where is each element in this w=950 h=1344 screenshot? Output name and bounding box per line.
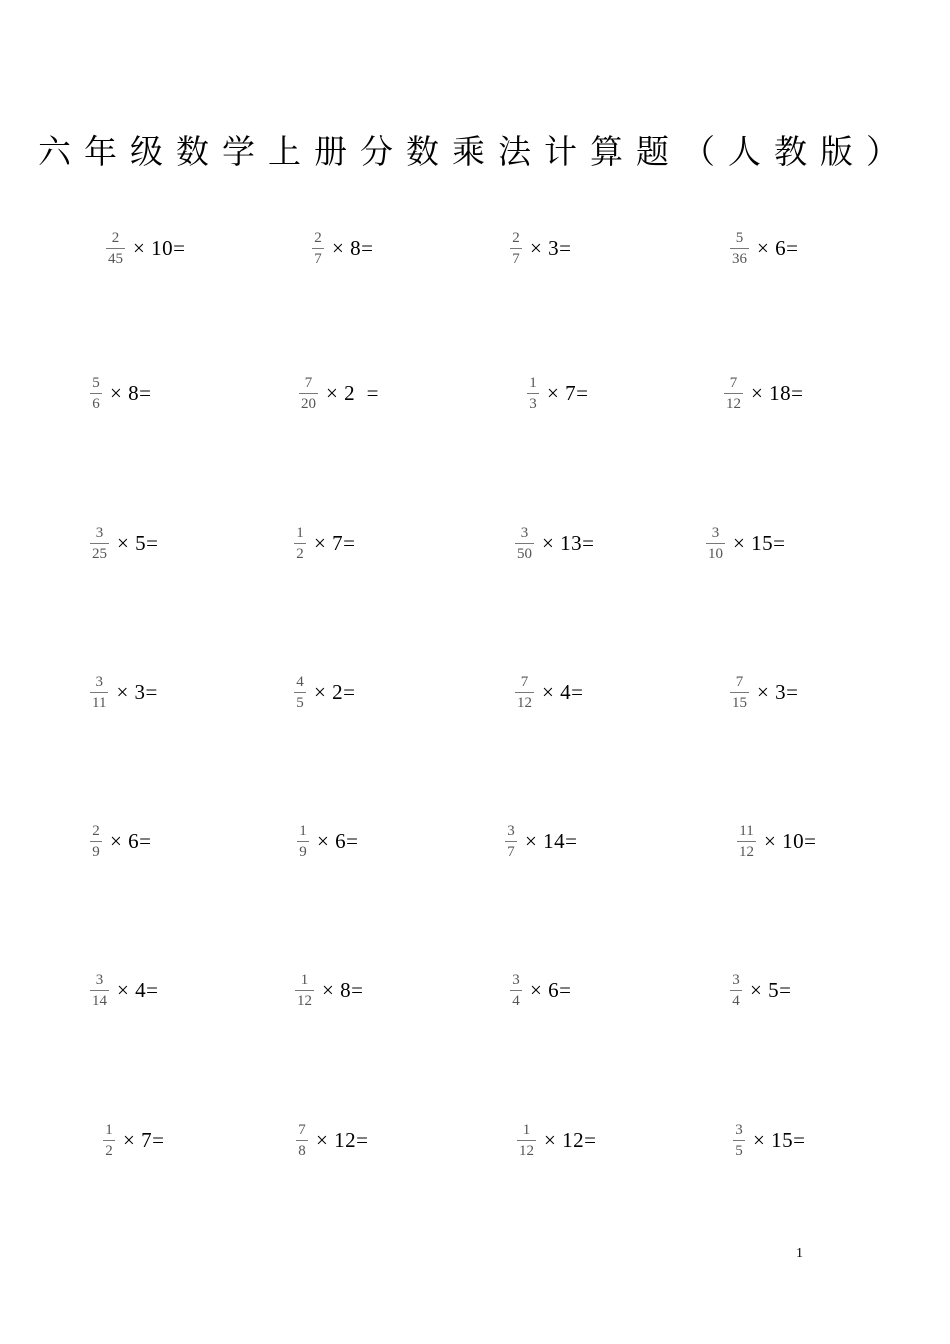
multiplication-expression: × 4= (542, 680, 584, 704)
fraction-numerator: 1 (300, 971, 309, 988)
problem-item (312, 218, 373, 278)
multiplication-expression: × 10= (764, 829, 817, 853)
multiplication-expression: × 14= (525, 829, 578, 853)
fraction-numerator: 2 (111, 229, 120, 246)
multiplication-expression: × 6= (317, 829, 359, 853)
page-number: 1 (796, 1246, 803, 1261)
fraction-numerator: 3 (95, 673, 103, 690)
multiplication-expression: × 6= (530, 978, 572, 1002)
fraction-numerator: 1 (299, 822, 307, 839)
fraction-numerator: 1 (522, 1121, 531, 1138)
fraction (90, 972, 109, 1009)
fraction-numerator: 5 (92, 374, 100, 391)
multiplication-expression: × 15= (753, 1128, 806, 1152)
fraction-numerator: 3 (735, 1121, 743, 1138)
fraction-denominator: 7 (507, 843, 515, 860)
fraction-denominator: 10 (708, 545, 723, 562)
multiplication-expression: × 5= (117, 531, 159, 555)
fraction (294, 674, 306, 711)
fraction-denominator: 12 (519, 1142, 534, 1159)
fraction (527, 375, 539, 412)
fraction (90, 375, 102, 412)
multiplication-expression: × 5= (750, 978, 792, 1002)
multiplication-expression: × 8= (332, 236, 374, 260)
fraction-numerator: 2 (92, 822, 100, 839)
fraction-denominator: 36 (732, 250, 747, 267)
fraction (505, 823, 517, 860)
fraction (296, 1122, 308, 1159)
fraction (733, 1122, 745, 1159)
multiplication-expression: × 3= (530, 236, 572, 260)
fraction-numerator: 3 (507, 822, 515, 839)
problem-item (737, 811, 816, 871)
fraction-denominator: 8 (298, 1142, 306, 1159)
problem-item (515, 662, 583, 722)
multiplication-expression: × 3= (757, 680, 799, 704)
problem-item (724, 363, 803, 423)
fraction-denominator: 7 (314, 250, 322, 267)
multiplication-expression: × 6= (110, 829, 152, 853)
multiplication-expression: × 4= (117, 978, 159, 1002)
problem-item (90, 363, 151, 423)
problem-item (90, 662, 158, 722)
multiplication-expression: × 2= (314, 680, 356, 704)
multiplication-expression: × 2 = (326, 381, 379, 405)
problem-item (294, 662, 355, 722)
fraction-denominator: 12 (726, 395, 741, 412)
fraction-denominator: 7 (512, 250, 520, 267)
multiplication-expression: × 12= (316, 1128, 369, 1152)
fraction-numerator: 7 (304, 374, 313, 391)
fraction-denominator: 2 (296, 545, 304, 562)
fraction-denominator: 9 (92, 843, 100, 860)
fraction (103, 1122, 115, 1159)
multiplication-expression: × 10= (133, 236, 186, 260)
fraction-numerator: 4 (296, 673, 304, 690)
problem-item (294, 513, 355, 573)
problem-item (90, 960, 158, 1020)
fraction (299, 375, 318, 412)
multiplication-expression: × 3= (116, 680, 158, 704)
fraction-denominator: 11 (92, 694, 107, 711)
multiplication-expression: × 15= (733, 531, 786, 555)
fraction-denominator: 2 (105, 1142, 113, 1159)
multiplication-expression: × 13= (542, 531, 595, 555)
fraction-denominator: 14 (92, 992, 107, 1009)
fraction-numerator: 3 (95, 524, 104, 541)
fraction (737, 823, 756, 860)
problem-item (510, 218, 571, 278)
fraction-numerator: 7 (520, 673, 529, 690)
problem-item (730, 960, 791, 1020)
fraction-denominator: 15 (732, 694, 747, 711)
fraction-numerator: 1 (296, 524, 304, 541)
fraction-denominator: 4 (512, 992, 520, 1009)
multiplication-expression: × 12= (544, 1128, 597, 1152)
multiplication-expression: × 7= (547, 381, 589, 405)
multiplication-expression: × 18= (751, 381, 804, 405)
fraction (90, 525, 109, 562)
fraction (294, 525, 306, 562)
fraction (515, 525, 534, 562)
fraction-denominator: 45 (108, 250, 123, 267)
fraction-denominator: 5 (735, 1142, 743, 1159)
problem-item (90, 513, 158, 573)
fraction-numerator: 7 (735, 673, 744, 690)
fraction-numerator: 3 (95, 971, 104, 988)
fraction-numerator: 3 (512, 971, 520, 988)
fraction-numerator: 3 (711, 524, 720, 541)
fraction-numerator: 11 (739, 822, 754, 839)
problem-item (730, 662, 798, 722)
fraction-numerator: 2 (314, 229, 322, 246)
problem-item (510, 960, 571, 1020)
fraction-denominator: 12 (517, 694, 532, 711)
fraction (730, 674, 749, 711)
fraction-denominator: 5 (296, 694, 304, 711)
problem-item (297, 811, 358, 871)
fraction-numerator: 3 (520, 524, 529, 541)
fraction-denominator: 6 (92, 395, 100, 412)
multiplication-expression: × 8= (322, 978, 364, 1002)
fraction-denominator: 20 (301, 395, 316, 412)
fraction-denominator: 3 (529, 395, 537, 412)
fraction-numerator: 1 (105, 1121, 113, 1138)
fraction (517, 1122, 536, 1159)
fraction-numerator: 7 (729, 374, 738, 391)
problem-item (505, 811, 577, 871)
fraction (90, 674, 108, 711)
fraction (90, 823, 102, 860)
fraction-numerator: 2 (512, 229, 520, 246)
fraction-numerator: 7 (298, 1121, 306, 1138)
problem-item (90, 811, 151, 871)
fraction-denominator: 12 (739, 843, 754, 860)
fraction (730, 972, 742, 1009)
problem-item (730, 218, 798, 278)
fraction (724, 375, 743, 412)
multiplication-expression: × 6= (757, 236, 799, 260)
fraction-denominator: 50 (517, 545, 532, 562)
problem-item (299, 363, 379, 423)
fraction-numerator: 5 (735, 229, 744, 246)
problem-item (515, 513, 594, 573)
fraction-denominator: 9 (299, 843, 307, 860)
fraction (510, 230, 522, 267)
fraction-numerator: 1 (529, 374, 537, 391)
fraction-denominator: 4 (732, 992, 740, 1009)
fraction (515, 674, 534, 711)
multiplication-expression: × 8= (110, 381, 152, 405)
fraction-denominator: 25 (92, 545, 107, 562)
page-title: 六年级数学上册分数乘法计算题（人教版） (38, 132, 912, 171)
fraction (730, 230, 749, 267)
problem-item (296, 1110, 368, 1170)
multiplication-expression: × 7= (123, 1128, 165, 1152)
fraction-denominator: 12 (297, 992, 312, 1009)
problem-item (733, 1110, 805, 1170)
fraction (706, 525, 725, 562)
fraction (297, 823, 309, 860)
fraction (510, 972, 522, 1009)
problem-item (103, 1110, 164, 1170)
fraction (106, 230, 125, 267)
fraction-numerator: 3 (732, 971, 740, 988)
fraction (295, 972, 314, 1009)
problem-item (527, 363, 588, 423)
problem-item (706, 513, 785, 573)
problem-item (106, 218, 185, 278)
problem-item (517, 1110, 596, 1170)
problem-item (295, 960, 363, 1020)
fraction (312, 230, 324, 267)
multiplication-expression: × 7= (314, 531, 356, 555)
